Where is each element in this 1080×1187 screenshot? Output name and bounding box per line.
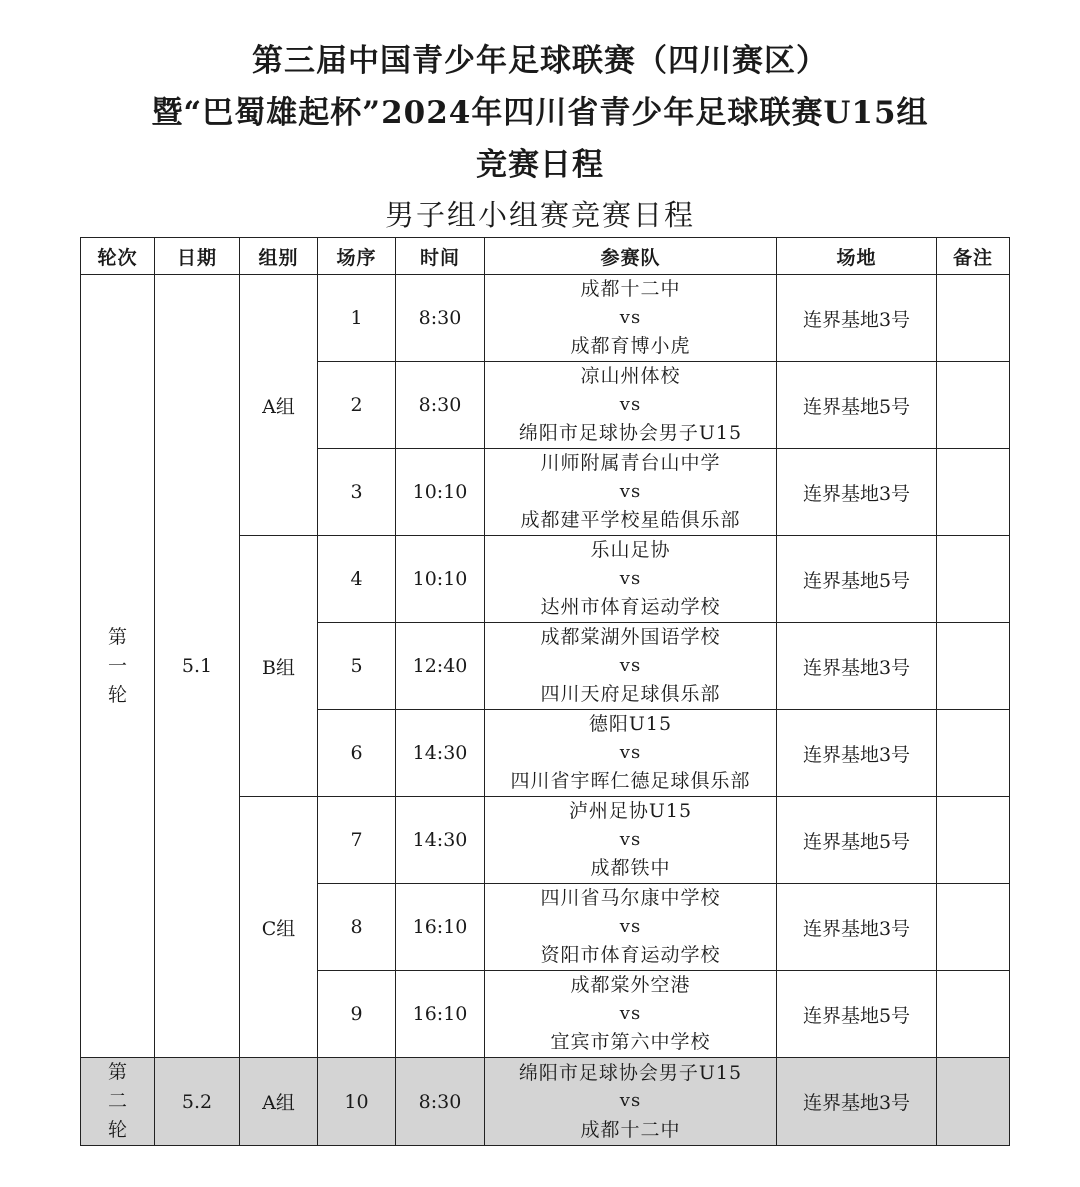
vs-label: vs — [619, 741, 642, 763]
col-header-venue: 场地 — [777, 238, 937, 275]
time-cell: 14:30 — [396, 710, 485, 797]
home-team: 川师附属青台山中学 — [540, 452, 721, 475]
vs-label: vs — [619, 393, 642, 415]
header-row — [81, 238, 1010, 275]
away-team: 绵阳市足球协会男子U15 — [518, 422, 743, 445]
round-char: 一 — [107, 654, 127, 677]
venue-cell: 连界基地5号 — [777, 971, 937, 1058]
away-team: 宜宾市第六中学校 — [550, 1031, 711, 1054]
teams-cell — [485, 362, 777, 449]
round-cell — [81, 1058, 155, 1146]
teams-cell — [485, 797, 777, 884]
venue-cell: 连界基地3号 — [777, 623, 937, 710]
home-team: 乐山足协 — [590, 539, 671, 562]
time-cell: 8:30 — [396, 275, 485, 362]
order-cell: 10 — [318, 1058, 396, 1146]
time-cell: 12:40 — [396, 623, 485, 710]
order-cell: 2 — [318, 362, 396, 449]
home-team: 成都棠湖外国语学校 — [540, 626, 721, 649]
vs-label: vs — [619, 1002, 642, 1024]
col-header-time: 时间 — [396, 238, 485, 275]
teams-cell — [485, 884, 777, 971]
home-team: 德阳U15 — [588, 713, 673, 736]
group-cell: A组 — [240, 1058, 318, 1146]
venue-cell: 连界基地5号 — [777, 536, 937, 623]
teams-cell — [485, 623, 777, 710]
vs-label: vs — [619, 1090, 642, 1112]
teams-cell — [485, 536, 777, 623]
vs-label: vs — [619, 654, 642, 676]
home-team: 凉山州体校 — [580, 365, 681, 388]
away-team: 成都建平学校星皓俱乐部 — [520, 509, 741, 532]
order-cell: 7 — [318, 797, 396, 884]
vs-label: vs — [619, 480, 642, 502]
order-cell: 3 — [318, 449, 396, 536]
col-header-date: 日期 — [155, 238, 240, 275]
note-cell — [937, 710, 1010, 797]
note-cell — [937, 275, 1010, 362]
venue-cell: 连界基地3号 — [777, 884, 937, 971]
home-team: 成都棠外空港 — [570, 974, 691, 997]
away-team: 成都育博小虎 — [570, 335, 691, 358]
teams-cell — [485, 971, 777, 1058]
home-team: 成都十二中 — [580, 278, 681, 301]
col-header-teams: 参赛队 — [485, 238, 777, 275]
time-cell: 16:10 — [396, 884, 485, 971]
venue-cell: 连界基地3号 — [777, 275, 937, 362]
note-cell — [937, 362, 1010, 449]
order-cell: 5 — [318, 623, 396, 710]
away-team: 四川省宇晖仁德足球俱乐部 — [510, 770, 751, 793]
venue-cell: 连界基地3号 — [777, 710, 937, 797]
note-cell — [937, 971, 1010, 1058]
time-cell: 10:10 — [396, 449, 485, 536]
document-title-line-2: 暨“巴蜀雄起杯”2024年四川省青少年足球联赛U15组 — [151, 95, 929, 131]
away-team: 成都铁中 — [590, 857, 671, 880]
table-subtitle: 男子组小组赛竞赛日程 — [384, 198, 695, 232]
note-cell — [937, 797, 1010, 884]
away-team: 成都十二中 — [580, 1118, 681, 1141]
document-title-line-3: 竞赛日程 — [476, 147, 604, 183]
vs-label: vs — [619, 567, 642, 589]
schedule-table — [80, 237, 1010, 1146]
note-cell — [937, 536, 1010, 623]
document-title-line-1: 第三届中国青少年足球联赛（四川赛区） — [252, 43, 828, 79]
col-header-note: 备注 — [937, 238, 1010, 275]
teams-cell — [485, 1058, 777, 1146]
away-team: 达州市体育运动学校 — [540, 596, 721, 619]
venue-cell: 连界基地5号 — [777, 362, 937, 449]
home-team: 四川省马尔康中学校 — [540, 887, 721, 910]
time-cell: 16:10 — [396, 971, 485, 1058]
round-char: 轮 — [107, 683, 127, 706]
order-cell: 6 — [318, 710, 396, 797]
date-cell: 5.1 — [155, 275, 240, 1058]
table-row — [81, 1058, 1010, 1146]
note-cell — [937, 623, 1010, 710]
col-header-round: 轮次 — [81, 238, 155, 275]
order-cell: 8 — [318, 884, 396, 971]
group-cell: A组 — [240, 275, 318, 536]
order-cell: 4 — [318, 536, 396, 623]
home-team: 绵阳市足球协会男子U15 — [518, 1061, 743, 1084]
away-team: 四川天府足球俱乐部 — [540, 683, 721, 706]
teams-cell — [485, 449, 777, 536]
table-row — [81, 275, 1010, 362]
teams-cell — [485, 710, 777, 797]
note-cell — [937, 1058, 1010, 1146]
round-char: 第 — [107, 1061, 127, 1083]
round-char: 第 — [107, 625, 127, 648]
venue-cell: 连界基地3号 — [777, 449, 937, 536]
vs-label: vs — [619, 828, 642, 850]
group-cell: C组 — [240, 797, 318, 1058]
venue-cell: 连界基地5号 — [777, 797, 937, 884]
date-cell: 5.2 — [155, 1058, 240, 1146]
group-cell: B组 — [240, 536, 318, 797]
venue-cell: 连界基地3号 — [777, 1058, 937, 1146]
note-cell — [937, 884, 1010, 971]
round-char: 二 — [107, 1090, 127, 1112]
home-team: 泸州足协U15 — [568, 800, 693, 823]
round-char: 轮 — [107, 1119, 127, 1141]
vs-label: vs — [619, 915, 642, 937]
vs-label: vs — [619, 306, 642, 328]
time-cell: 14:30 — [396, 797, 485, 884]
round-cell — [81, 275, 155, 1058]
away-team: 资阳市体育运动学校 — [540, 944, 721, 967]
order-cell: 1 — [318, 275, 396, 362]
time-cell: 8:30 — [396, 362, 485, 449]
teams-cell — [485, 275, 777, 362]
order-cell: 9 — [318, 971, 396, 1058]
col-header-order: 场序 — [318, 238, 396, 275]
time-cell: 10:10 — [396, 536, 485, 623]
note-cell — [937, 449, 1010, 536]
time-cell: 8:30 — [396, 1058, 485, 1146]
col-header-group: 组别 — [240, 238, 318, 275]
